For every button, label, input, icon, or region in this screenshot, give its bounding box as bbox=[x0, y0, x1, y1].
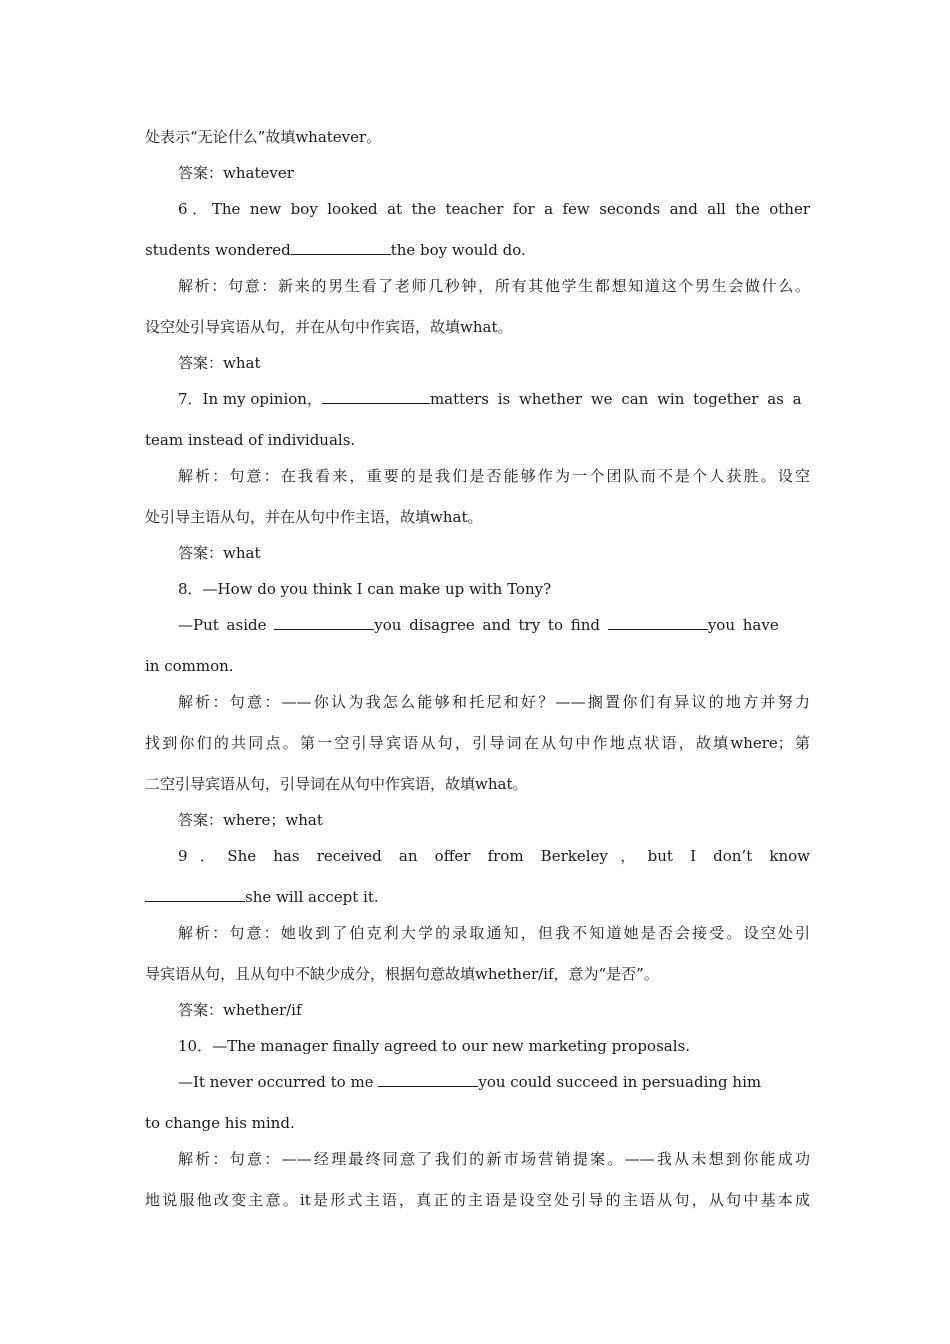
question-6-line: 6．The new boy looked at the teacher for a few seconds and all the other bbox=[178, 200, 810, 218]
question-9-continuation bbox=[145, 887, 810, 907]
explanation-line: 解析：句意：——经理最终同意了我们的新市场营销提案。——我从未想到你能成功 bbox=[178, 1150, 810, 1168]
text-segment: you have bbox=[707, 616, 779, 634]
explanation-line: 找到你们的共同点。第一空引导宾语从句，引导词在从句中作地点状语，故填where；第 bbox=[145, 734, 810, 752]
text-segment: the boy would do. bbox=[390, 241, 526, 259]
explanation-line: 解析：句意：新来的男生看了老师几秒钟，所有其他学生都想知道这个男生会做什么。 bbox=[178, 277, 810, 295]
text-segment: 7．In my opinion， bbox=[178, 390, 322, 408]
explanation-line: 二空引导宾语从句，引导词在从句中作宾语，故填what。 bbox=[145, 775, 528, 793]
text-segment: students wondered bbox=[145, 241, 291, 259]
question-9-line: 9．She has received an offer from Berkeley，but I don’t know bbox=[178, 847, 810, 865]
explanation-line: 地说服他改变主意。it是形式主语，真正的主语是设空处引导的主语从句，从句中基本成 bbox=[145, 1191, 810, 1209]
question-7-continuation: team instead of individuals. bbox=[145, 431, 356, 449]
text-segment: matters is whether we can win together as a bbox=[429, 390, 802, 408]
answer-line: 答案：whether/if bbox=[178, 1001, 302, 1019]
text-segment: —Put aside bbox=[178, 616, 267, 634]
explanation-line: 导宾语从句，且从句中不缺少成分，根据句意故填whether/if，意为“是否”。 bbox=[145, 965, 659, 983]
question-10-reply bbox=[178, 1072, 810, 1092]
question-10-continuation: to change his mind. bbox=[145, 1114, 295, 1132]
fill-blank bbox=[274, 615, 374, 630]
question-8-reply bbox=[178, 615, 810, 635]
explanation-line: 处引导主语从句，并在从句中作主语，故填what。 bbox=[145, 508, 483, 526]
answer-line: 答案：where；what bbox=[178, 811, 323, 829]
fill-blank bbox=[291, 240, 391, 255]
fill-blank bbox=[378, 1072, 478, 1087]
explanation-line: 设空处引导宾语从句，并在从句中作宾语，故填what。 bbox=[145, 318, 513, 336]
fill-blank bbox=[608, 615, 708, 630]
fill-blank bbox=[322, 389, 430, 404]
question-10-line: 10．—The manager finally agreed to our new marketing proposals. bbox=[178, 1037, 690, 1055]
explanation-line: 解析：句意：在我看来，重要的是我们是否能够作为一个团队而不是个人获胜。设空 bbox=[178, 467, 810, 485]
fill-blank bbox=[145, 887, 245, 902]
question-8-continuation: in common. bbox=[145, 657, 234, 675]
question-6-continuation bbox=[145, 240, 810, 260]
answer-line: 答案：what bbox=[178, 544, 261, 562]
answer-line: 答案：whatever bbox=[178, 164, 294, 182]
text-segment: you could succeed in persuading him bbox=[478, 1073, 762, 1091]
text-segment: you disagree and try to find bbox=[374, 616, 601, 634]
explanation-line: 解析：句意：她收到了伯克利大学的录取通知，但我不知道她是否会接受。设空处引 bbox=[178, 924, 810, 942]
text-segment: she will accept it. bbox=[245, 888, 379, 906]
explanation-line: 处表示“无论什么”故填whatever。 bbox=[145, 128, 382, 146]
explanation-line: 解析：句意：——你认为我怎么能够和托尼和好？——搁置你们有异议的地方并努力 bbox=[178, 693, 810, 711]
text-segment: —It never occurred to me bbox=[178, 1073, 374, 1091]
answer-line: 答案：what bbox=[178, 354, 261, 372]
question-8-line: 8．—How do you think I can make up with Tony? bbox=[178, 580, 552, 598]
question-7-line bbox=[178, 389, 810, 409]
